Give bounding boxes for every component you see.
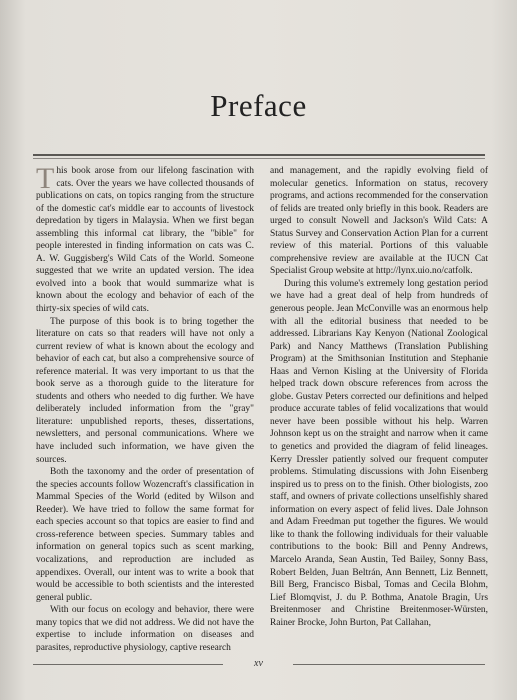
right-column — [270, 165, 488, 629]
paragraph: Both the taxonomy and the order of presentation of the species accounts follow Wozencraft's classification in Mammal Species of the World (edited by Wilson and Reeder). We have tried to follow the same format for each species account so that topics are easier to find and cross-reference between species. Summary tables and information on general topics such as scent marking, vocalizations, and reproduction are included as appendixes. Overall, our intent was to write a book that would be accessible to both scientists and the interested general public. — [36, 467, 254, 603]
page-number: xv — [254, 658, 263, 669]
paragraph: During this volume's extremely long gestation period we have had a great deal of help from hundreds of generous people. Jean McConville was an enormous help with all the editorial business that needed to be addressed. Librarians Kay Kenyon (National Zoological Park) and Nancy Matthews (Translation Publishing Program) at the Smithsonian Institution and Stephanie Haas and Vernon Kisling at the University of Florida helped track down obscure references from across the globe. Gustav Peters corrected our definitions and helped produce accurate tables of felid vocalizations that would never have been possible without his help. Warren Johnson kept us on the straight and narrow when it came to genetics and provided the diagram of felid lineages. Kerry Dressler patiently solved our frequent computer problems. Stimulating discussions with John Eisenberg inspired us to press on to the finish. Other biologists, zoo staff, and owners of private collections unselfishly shared information on every aspect of felid lives. Dale Johnson and Adam Freedman put together the figures. We would like to thank the following individuals for their valuable contributions to the book: Bill and Penny Andrews, Marcelo Aranda, Sean Austin, Ted Bailey, Sonny Bass, Robert Belden, Juan Beltrán, Ann Bennett, Liz Bennett, Bill Berg, Francisco Bisbal, Tomas and Cecila Blohm, Lief Blomqvist, J. du P. Bothma, Anatole Bragin, Urs Breitenmoser and Christine Breitenmoser-Würsten, Rainer Brocke, John Burton, Pat Callahan, — [270, 278, 488, 628]
header-rule — [33, 154, 485, 159]
left-column — [36, 162, 254, 654]
page-title: Preface — [210, 88, 307, 123]
paragraph: and management, and the rapidly evolving field of molecular genetics. Information on status, recovery programs, and actions recommended for the conservation of felids are treated only briefly in this book. Readers are urged to consult Nowell and Jackson's Wild Cats: A Status Survey and Conservation Action Plan for a current review of this material. Portions of this valuable comprehensive review are available at the IUCN Cat Specialist Group website at http://lynx.uio.no/catfolk. — [270, 166, 488, 277]
footer-rule-right — [293, 664, 485, 665]
paragraph — [36, 162, 254, 316]
paragraph: The purpose of this book is to bring together the literature on cats so that readers will have not only a current review of what is known about the ecology and behavior of each cat, but also a comprehensive source of reference material. It was very important to us that the book serve as a thorough guide to the literature for students and others who needed to dig further. We have deliberately included information from the "gray" literature: unpublished reports, theses, dissertations, newsletters, and personal communications. Where we have included such information, we have given the sources. — [36, 316, 254, 465]
drop-cap: T — [36, 162, 55, 195]
paragraph-text: his book arose from our lifelong fascination with cats. Over the years we have collected thousands of publications on cats, on topics ranging from the structure of the domestic cat's middle ear to accounts of livestock depredation by tigers in Malaysia. When we first began assembling this informal cat library, the "bible" for people interested in finding information on cats was C. A. W. Guggisberg's Wild Cats of the World. Someone suggested that we write an updated version. The idea evolved into a book that would summarize what is known about the ecology and behavior of each of the thirty-six species of wild cats. — [36, 166, 254, 315]
paragraph: With our focus on ecology and behavior, there were many topics that we did not address. We did not have the expertise to include information on diseases and parasites, reproductive physiology, captive research — [36, 605, 254, 653]
